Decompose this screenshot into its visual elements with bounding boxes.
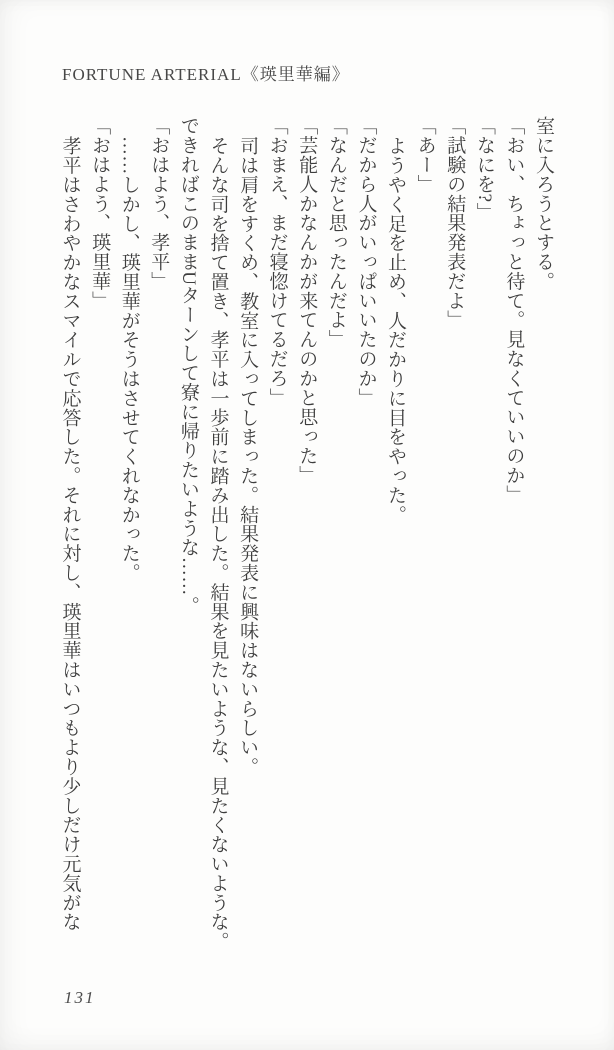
text-line: 「おはよう、瑛里華」 xyxy=(89,116,111,310)
text-line: 「なんだと思ったんだよ」 xyxy=(325,116,347,349)
text-line: そんな司を捨て置き、孝平は一歩前に踏み出した。結果を見たいような、見たくないような。 xyxy=(207,135,229,951)
text-line: 「おい、ちょっと待て。見なくていいのか」 xyxy=(503,116,525,504)
text-line: 室に入ろうとする。 xyxy=(533,116,554,291)
text-line: 司は肩をすくめ、教室に入ってしまった。結果発表に興味はないらしい。 xyxy=(237,135,259,776)
text-line: できればこのままUターンして寮に帰りたいような……。 xyxy=(177,116,199,616)
text-line: ……しかし、瑛里華がそうはさせてくれなかった。 xyxy=(118,135,140,582)
text-line: 「あー」 xyxy=(414,116,436,194)
text-line: 「芸能人かなんかが来てんのかと思った」 xyxy=(296,116,318,485)
page-number: 131 xyxy=(64,988,96,1007)
text-line: 「なにを?」 xyxy=(473,116,495,222)
text-line: 孝平はさわやかなスマイルで応答した。それに対し、瑛里華はいつもより少しだけ元気がな xyxy=(59,135,81,931)
text-line: ようやく足を止め、人だかりに目をやった。 xyxy=(385,135,407,524)
text-line: 「試験の結果発表だよ」 xyxy=(444,116,466,330)
running-header: FORTUNE ARTERIAL《瑛里華編》 xyxy=(62,65,350,84)
text-line: 「おまえ、まだ寝惚けてるだろ」 xyxy=(266,116,288,407)
body-text xyxy=(55,116,558,964)
text-line: 「だから人がいっぱいいたのか」 xyxy=(355,116,377,407)
text-line: 「おはよう、孝平」 xyxy=(148,116,170,291)
